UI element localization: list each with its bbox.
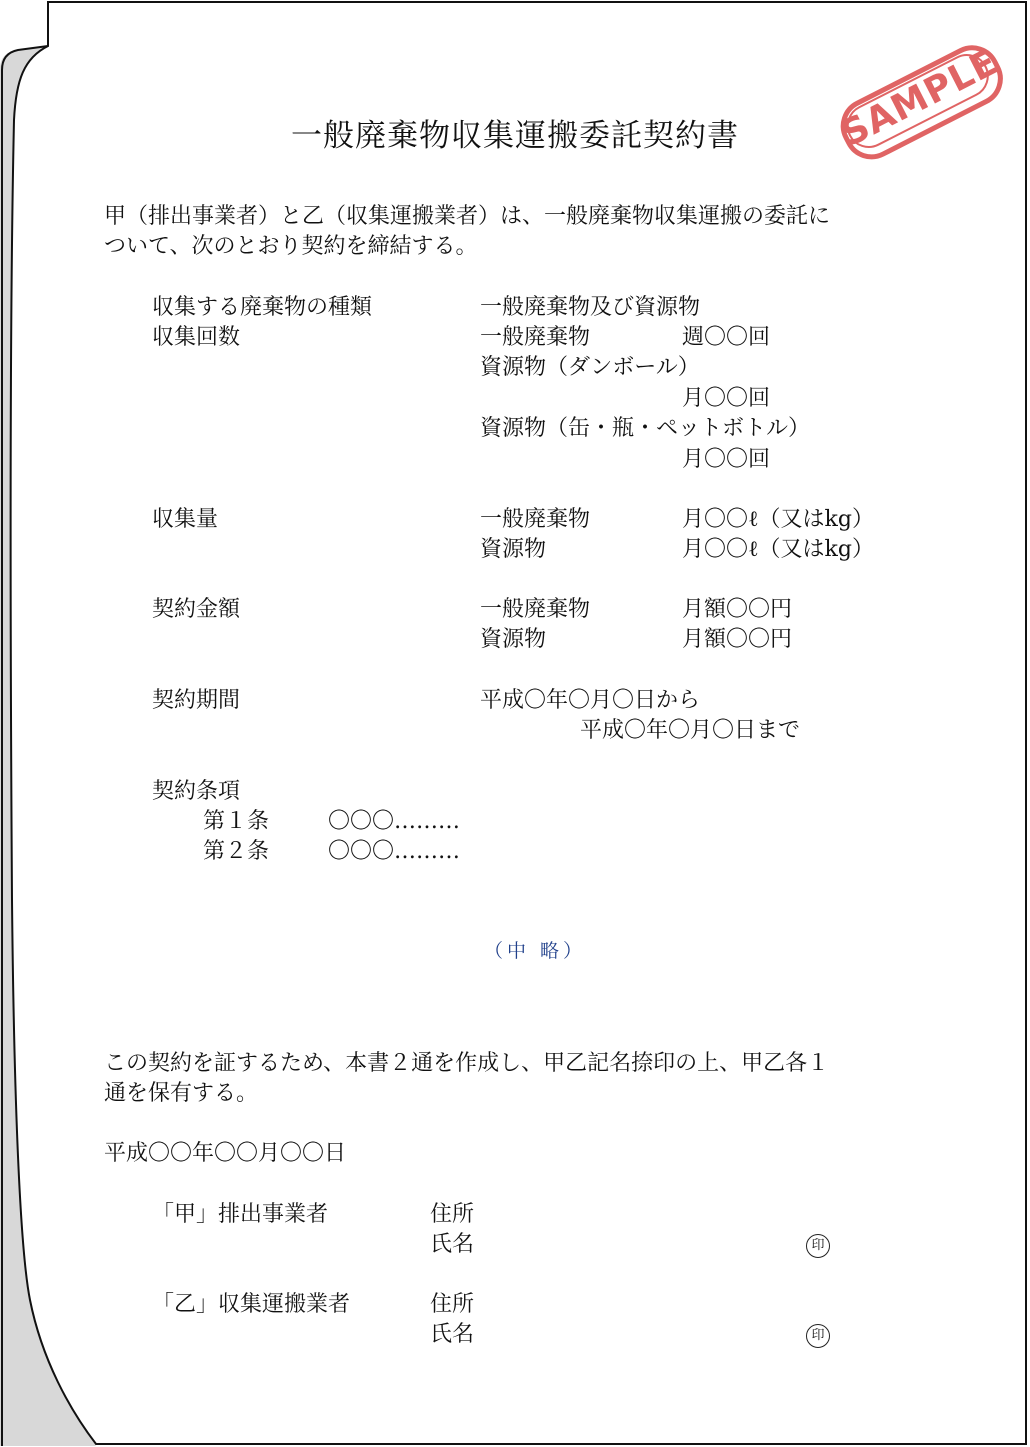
- omitted-marker: （中 略）: [484, 940, 587, 962]
- freq-bottle-value: 月〇〇回: [682, 447, 771, 472]
- fee-resource-name: 資源物: [480, 627, 547, 652]
- waste-type-label: 収集する廃棄物の種類: [152, 295, 373, 320]
- fee-general-name: 一般廃棄物: [480, 597, 591, 622]
- party-b-name-label: 氏名: [430, 1322, 475, 1347]
- document-title: 一般廃棄物収集運搬委託契約書: [291, 118, 739, 154]
- period-label: 契約期間: [152, 688, 241, 713]
- party-b-address-label: 住所: [430, 1292, 475, 1317]
- clause-1-number: 第１条: [203, 809, 270, 834]
- waste-type-value: 一般廃棄物及び資源物: [480, 295, 701, 320]
- clause-1-text: 〇〇〇………: [328, 809, 461, 834]
- closing-line-2: 通を保有する。: [104, 1081, 259, 1106]
- amount-resource-name: 資源物: [480, 537, 547, 562]
- freq-cardboard-name: 資源物（ダンボール）: [480, 355, 700, 380]
- frequency-label: 収集回数: [152, 325, 241, 350]
- fee-general-value: 月額〇〇円: [682, 597, 793, 622]
- freq-general-name: 一般廃棄物: [480, 325, 591, 350]
- period-to: 平成〇年〇月〇日まで: [580, 718, 801, 743]
- intro-line-1: 甲（排出事業者）と乙（収集運搬業者）は、一般廃棄物収集運搬の委託に: [104, 204, 831, 229]
- fee-resource-value: 月額〇〇円: [682, 627, 793, 652]
- period-from: 平成〇年〇月〇日から: [480, 688, 701, 713]
- amount-general-name: 一般廃棄物: [480, 507, 591, 532]
- party-a-seal-mark: 印: [806, 1234, 830, 1258]
- stamp-label: SAMPLE: [834, 41, 1005, 156]
- amount-label: 収集量: [152, 507, 219, 532]
- party-b-role: 「乙」収集運搬業者: [152, 1292, 351, 1317]
- party-a-address-label: 住所: [430, 1202, 475, 1227]
- party-a-role: 「甲」排出事業者: [152, 1202, 329, 1227]
- intro-line-2: ついて、次のとおり契約を締結する。: [104, 234, 478, 259]
- freq-bottle-name: 資源物（缶・瓶・ペットボトル）: [480, 416, 811, 441]
- fee-label: 契約金額: [152, 597, 241, 622]
- amount-general-value: 月〇〇ℓ（又はkg）: [682, 507, 874, 532]
- clause-2-number: 第２条: [203, 839, 270, 864]
- closing-line-1: この契約を証するため、本書２通を作成し、甲乙記名捺印の上、甲乙各１: [104, 1051, 830, 1076]
- clause-2-text: 〇〇〇………: [328, 839, 461, 864]
- contract-date: 平成〇〇年〇〇月〇〇日: [104, 1141, 347, 1166]
- party-b-seal-mark: 印: [806, 1324, 830, 1348]
- party-a-name-label: 氏名: [430, 1232, 475, 1257]
- amount-resource-value: 月〇〇ℓ（又はkg）: [682, 537, 874, 562]
- freq-general-value: 週〇〇回: [682, 325, 771, 350]
- freq-cardboard-value: 月〇〇回: [682, 386, 771, 411]
- clauses-label: 契約条項: [152, 779, 241, 804]
